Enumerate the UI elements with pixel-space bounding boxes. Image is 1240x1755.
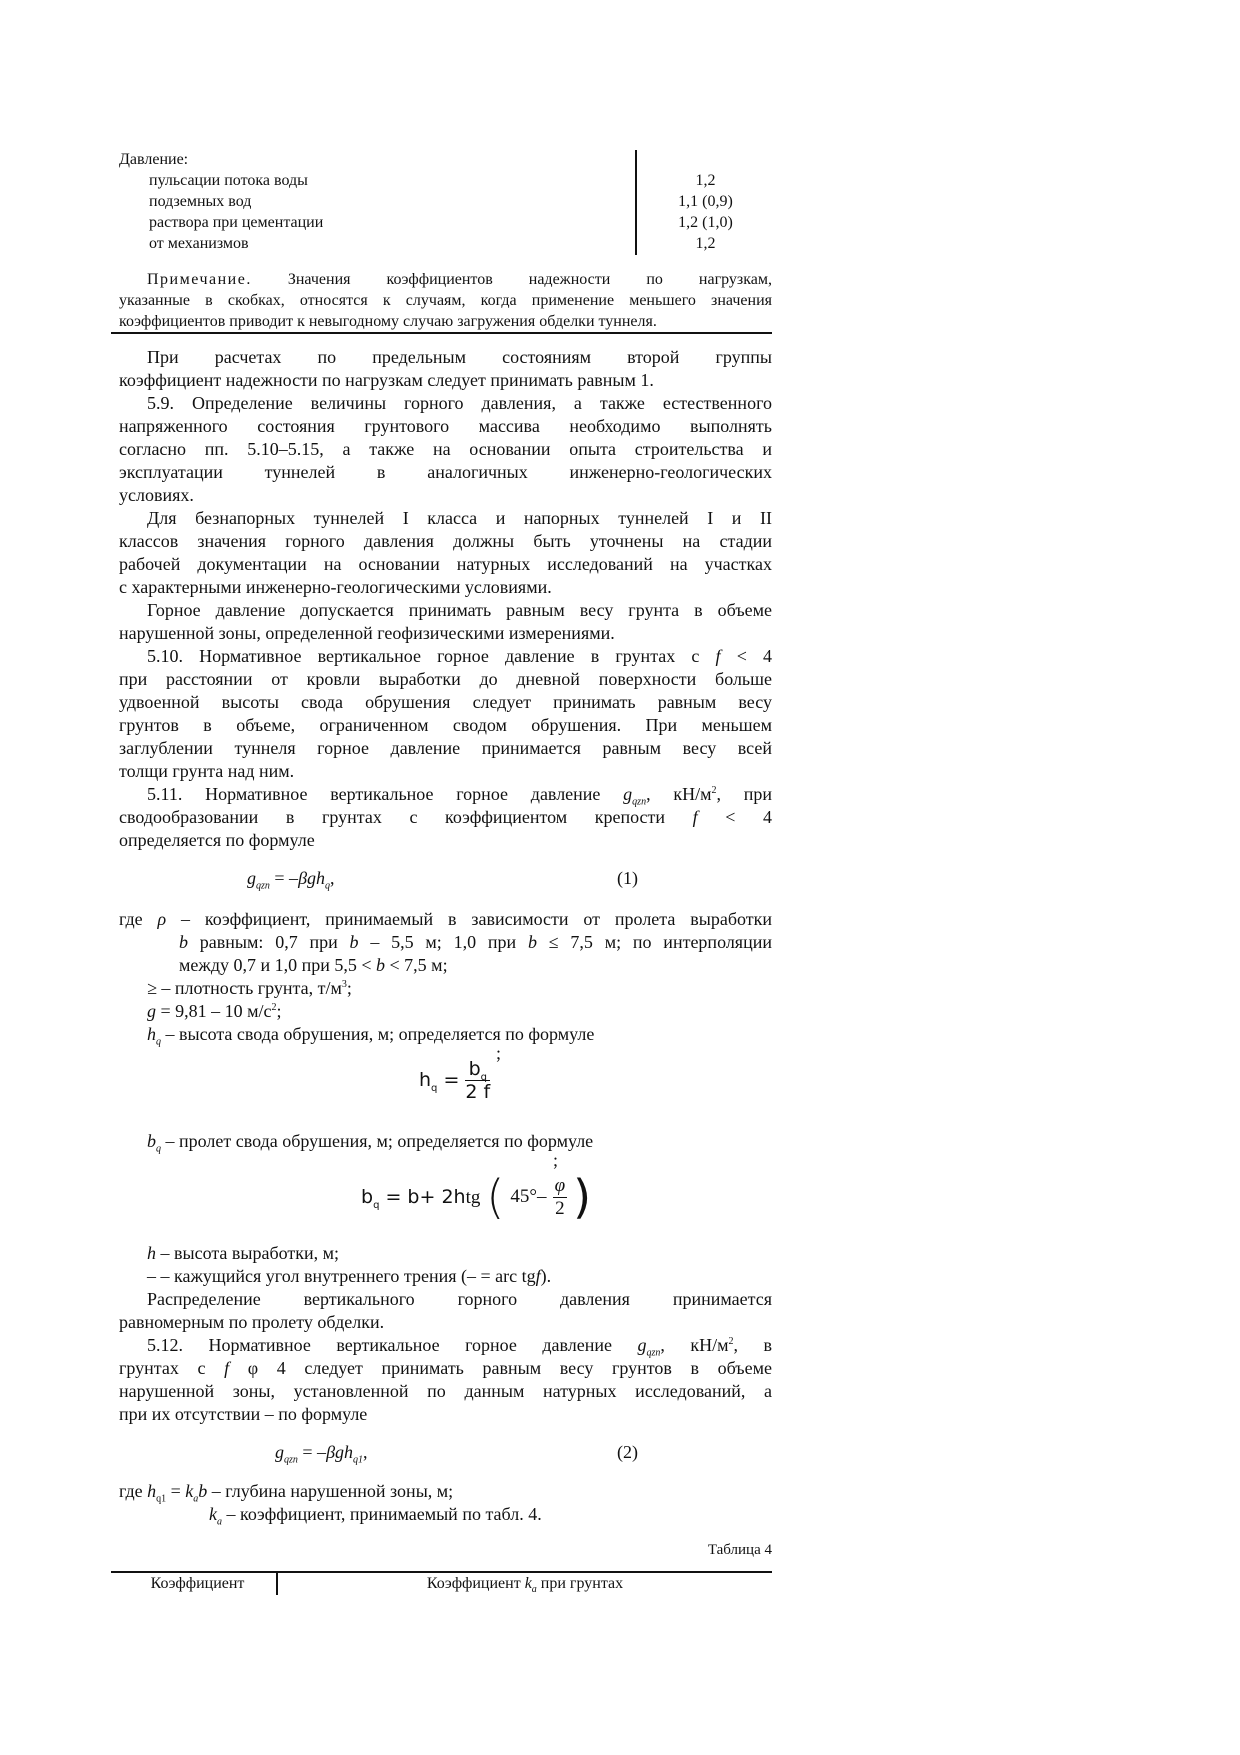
table-row-label: подземных вод <box>149 193 252 210</box>
definition-line: g = 9,81 – 10 $м/с^2$; <box>147 1001 282 1021</box>
formula-number: (1) <box>617 868 638 888</box>
note-label: Примечание. <box>147 271 252 288</box>
table4-top-rule <box>111 1571 772 1573</box>
paragraph-line: 5.11. Нормативное вертикальное горное давление $g_{qzn}$, $кН/м^2$, при <box>147 784 772 808</box>
paragraph-line: грунтах с f φ 4 следует принимать равным весу грунтов в объеме <box>119 1358 772 1378</box>
table-divider <box>635 150 637 255</box>
definition-line: между 0,7 и 1,0 при 5,5 < b < 7,5 м; <box>179 955 448 975</box>
table4-col-header: Коэффициент <box>150 1575 245 1592</box>
paragraph-line: сводообразовании в грунтах с коэффициентом крепости f < 4 <box>119 807 773 827</box>
paragraph-line: Горное давление допускается принимать равным весу грунта в объеме <box>147 600 772 620</box>
paragraph-line: с характерными инженерно-геологическими условиями. <box>119 577 552 597</box>
table-row-value: 1,2 <box>695 172 716 189</box>
formula-semicolon: ; <box>496 1043 502 1063</box>
definition-line: где $h_{q1} = k_ab$ – глубина нарушенной зоны, м; <box>119 1481 454 1505</box>
formula-2: $g_{qzn} = -\beta gh_{q1}$, <box>275 1442 368 1466</box>
table-row-value: 1,2 <box>695 235 716 252</box>
paragraph-line: 5.12. Нормативное вертикальное горное давление $g_{qzn}$, $кН/м^2$, в <box>147 1335 772 1359</box>
table-row-label: раствора при цементации <box>149 214 324 231</box>
paragraph-line: 5.9. Определение величины горного давления, а также естественного <box>147 393 772 413</box>
formula-semicolon: ; <box>553 1150 559 1170</box>
note-line: указанные в скобках, относятся к случаям, когда применение меньшего значения <box>119 292 772 309</box>
paragraph-line: напряженного состояния грунтового массива необходимо выполнять <box>119 416 772 436</box>
paragraph-line: равномерным по пролету обделки. <box>119 1312 385 1332</box>
paragraph-line: нарушенной зоны, определенной геофизическими измерениями. <box>119 623 615 643</box>
paragraph-line: толщи грунта над ним. <box>119 761 295 781</box>
table-heading: Давление: <box>119 151 189 168</box>
note-line: коэффициентов приводит к невыгодному случаю загружения обделки туннеля. <box>119 313 657 330</box>
paragraph-line: согласно пп. 5.10–5.15, а также на основании опыта строительства и <box>119 439 772 459</box>
table-bottom-rule <box>111 332 772 334</box>
paragraph-line: При расчетах по предельным состояниям второй группы <box>147 347 772 367</box>
definition-line: $h_q$ – высота свода обрушения, м; определяется по формуле <box>147 1024 595 1048</box>
table-caption: Таблица 4 <box>707 1542 772 1558</box>
paragraph-line: заглублении туннеля горное давление принимается равным весу всей <box>119 738 772 758</box>
table-row-label: пульсации потока воды <box>149 172 308 189</box>
paragraph-line: классов значения горного давления должны быть уточнены на стадии <box>119 531 772 551</box>
paragraph-line: определяется по формуле <box>119 830 315 850</box>
left-paren: ( <box>486 1170 505 1224</box>
definition-line: где ρ – коэффициент, принимаемый в зависимости от пролета выработки <box>119 909 772 929</box>
definition-line: h – высота выработки, м; <box>147 1243 340 1263</box>
table-row-value: 1,1 (0,9) <box>678 193 733 210</box>
formula-hq: $h_q$ = $\frac{b_q}{2 f}$ <box>419 1058 491 1103</box>
table4-col-header: Коэффициент $k_a$ при грунтах <box>426 1575 624 1596</box>
formula-number: (2) <box>617 1442 638 1462</box>
paragraph-line: 5.10. Нормативное вертикальное горное давление в грунтах с f < 4 <box>147 646 772 666</box>
definition-line: ≥ – плотность грунта, $т/м^3$; <box>147 978 352 998</box>
paragraph-line: Распределение вертикального горного давления принимается <box>147 1289 772 1309</box>
paragraph-line: условиях. <box>119 485 194 505</box>
paragraph-line: при расстоянии от кровли выработки до дневной поверхности больше <box>119 669 772 689</box>
note-line: Примечание. Значения коэффициентов надежности по нагрузкам, <box>147 271 772 288</box>
paragraph-line: коэффициент надежности по нагрузкам следует принимать равным 1. <box>119 370 654 390</box>
paragraph-line: грунтов в объеме, ограниченном сводом обрушения. При меньшем <box>119 715 772 735</box>
right-paren: ) <box>573 1170 592 1224</box>
paragraph-line: эксплуатации туннелей в аналогичных инженерно-геологических <box>119 462 772 482</box>
formula-bq: $b_q = b+ 2htg$ ( 45°– $\frac{\varphi}{2}$ ) <box>361 1170 592 1224</box>
paragraph-line: Для безнапорных туннелей I класса и напорных туннелей I и II <box>147 508 772 528</box>
definition-line: $k_a$ – коэффициент, принимаемый по табл. 4. <box>209 1504 542 1528</box>
definition-line: b равным: 0,7 при b – 5,5 м; 1,0 при b ≤ 7,5 м; по интерполяции <box>179 932 772 952</box>
paragraph-line: при их отсутствии – по формуле <box>119 1404 368 1424</box>
definition-line: – – кажущийся угол внутреннего трения (– = arc tgf). <box>147 1266 552 1286</box>
fraction: $\frac{b_q}{2 f}$ <box>465 1058 491 1103</box>
paragraph-line: удвоенной высоты свода обрушения следует принимать равным весу <box>119 692 772 712</box>
paragraph-line: рабочей документации на основании натурных исследований на участках <box>119 554 772 574</box>
formula-1: $g_{qzn} = -\beta gh_q$, <box>247 868 335 892</box>
table-row-label: от механизмов <box>149 235 249 252</box>
fraction: $\frac{\varphi}{2}$ <box>554 1174 566 1219</box>
table-row-value: 1,2 (1,0) <box>678 214 733 231</box>
definition-line: $b_q$ – пролет свода обрушения, м; определяется по формуле <box>147 1131 594 1155</box>
paragraph-line: нарушенной зоны, установленной по данным натурных исследований, а <box>119 1381 772 1401</box>
